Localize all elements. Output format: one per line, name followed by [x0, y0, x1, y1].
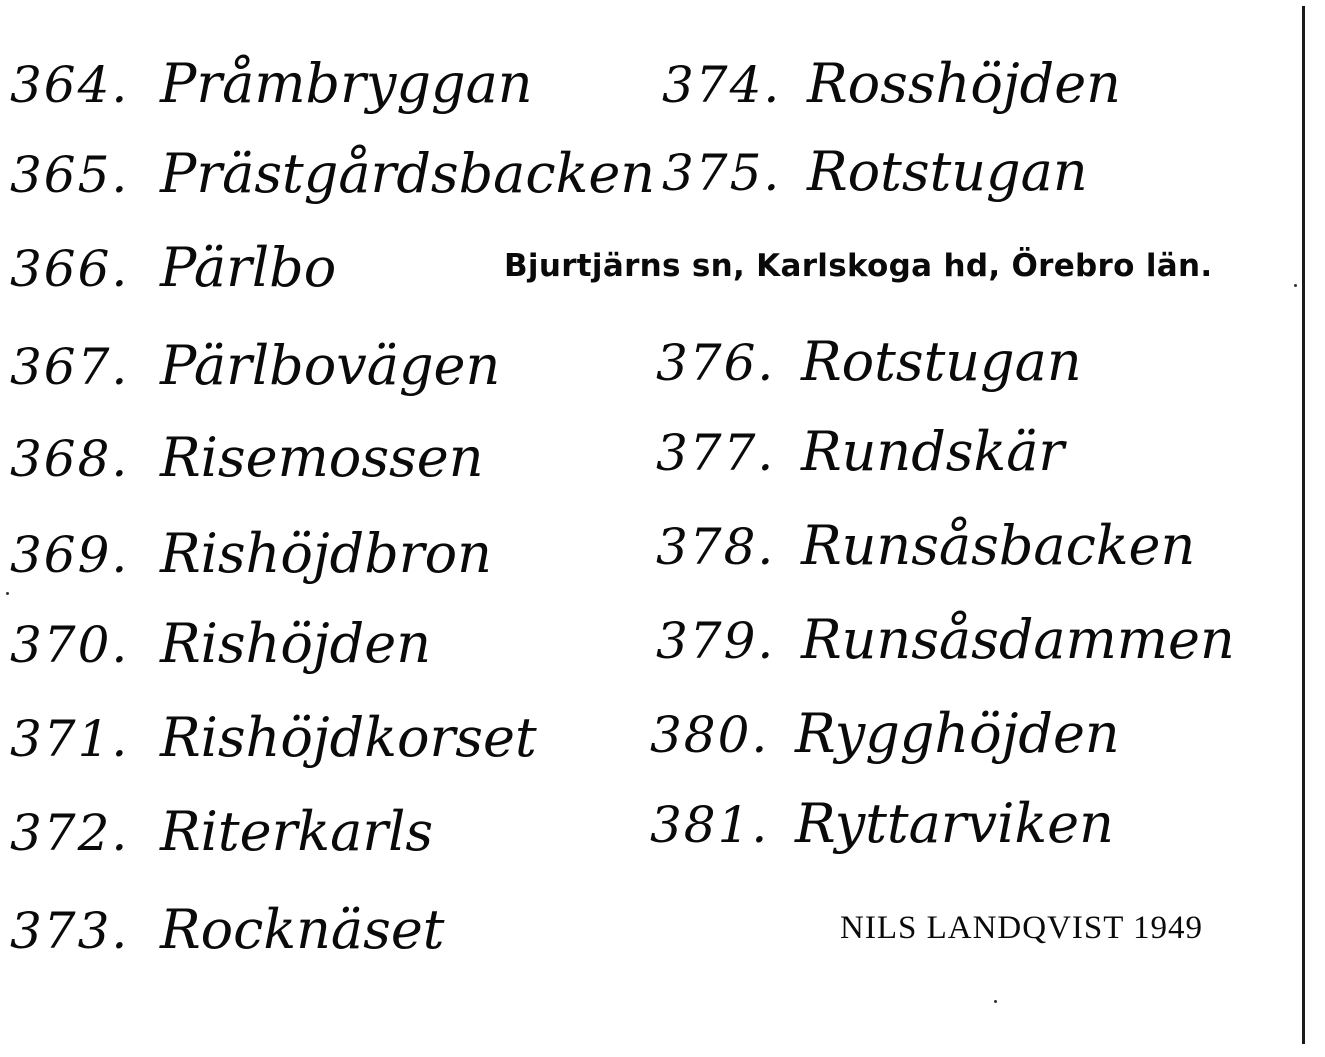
author-stamp: NILS LANDQVIST 1949 [840, 910, 1204, 946]
list-item [650, 702, 1120, 782]
entry-number: 381. [650, 796, 770, 854]
place-name: Rotstugan [807, 140, 1088, 203]
entry-number: 380. [650, 706, 770, 764]
entry-number: 373. [10, 902, 130, 960]
entry-number: 365. [10, 146, 130, 204]
ink-speck [994, 1000, 997, 1003]
list-item [656, 330, 1082, 410]
place-name: Pärlbo [160, 236, 337, 299]
list-item [10, 522, 492, 602]
entry-number: 378. [656, 518, 776, 576]
entry-number: 374. [662, 56, 782, 114]
entry-number: 369. [10, 526, 130, 584]
list-item [10, 800, 433, 880]
list-item [656, 420, 1064, 500]
place-name: Runsåsbacken [801, 514, 1196, 577]
entry-number: 371. [10, 710, 130, 768]
place-name: Rotstugan [801, 330, 1082, 393]
entry-number: 370. [10, 616, 130, 674]
list-item [10, 426, 483, 506]
list-item [10, 334, 500, 414]
entry-number: 375. [662, 144, 782, 202]
place-name: Runsåsdammen [801, 608, 1235, 671]
entry-number: 368. [10, 430, 130, 488]
place-name: Rishöjdbron [160, 522, 492, 585]
list-item [650, 792, 1114, 872]
list-item [10, 142, 655, 222]
parish-label: Bjurtjärns sn, Karlskoga hd, Örebro län. [504, 248, 1213, 284]
place-name: Pråmbryggan [160, 52, 533, 115]
list-item [662, 140, 1088, 220]
entry-number: 376. [656, 334, 776, 392]
ink-speck [6, 592, 9, 595]
list-item [656, 608, 1235, 688]
entry-number: 379. [656, 612, 776, 670]
place-name: Rygghöjden [795, 702, 1120, 765]
place-name: Risemossen [160, 426, 484, 489]
entry-number: 367. [10, 338, 130, 396]
list-item [10, 236, 336, 316]
place-name: Rundskär [801, 420, 1065, 483]
place-name: Prästgårdsbacken [160, 142, 656, 205]
place-name: Riterkarls [160, 800, 434, 863]
ink-speck [1294, 284, 1297, 287]
entry-number: 366. [10, 240, 130, 298]
place-name: Ryttarviken [795, 792, 1114, 855]
place-name: Rosshöjden [807, 52, 1121, 115]
place-name: Rocknäset [160, 898, 445, 961]
place-name: Rishöjdkorset [160, 706, 537, 769]
place-name: Pärlbovägen [160, 334, 501, 397]
place-name: Rishöjden [160, 612, 431, 675]
list-item [10, 612, 431, 692]
entry-number: 377. [656, 424, 776, 482]
list-item [10, 52, 533, 132]
list-item [10, 898, 444, 978]
entry-number: 364. [10, 56, 130, 114]
entry-number: 372. [10, 804, 130, 862]
list-item [10, 706, 537, 786]
card-edge-rule [1302, 6, 1305, 1044]
list-item [662, 52, 1121, 132]
list-item [656, 514, 1195, 594]
